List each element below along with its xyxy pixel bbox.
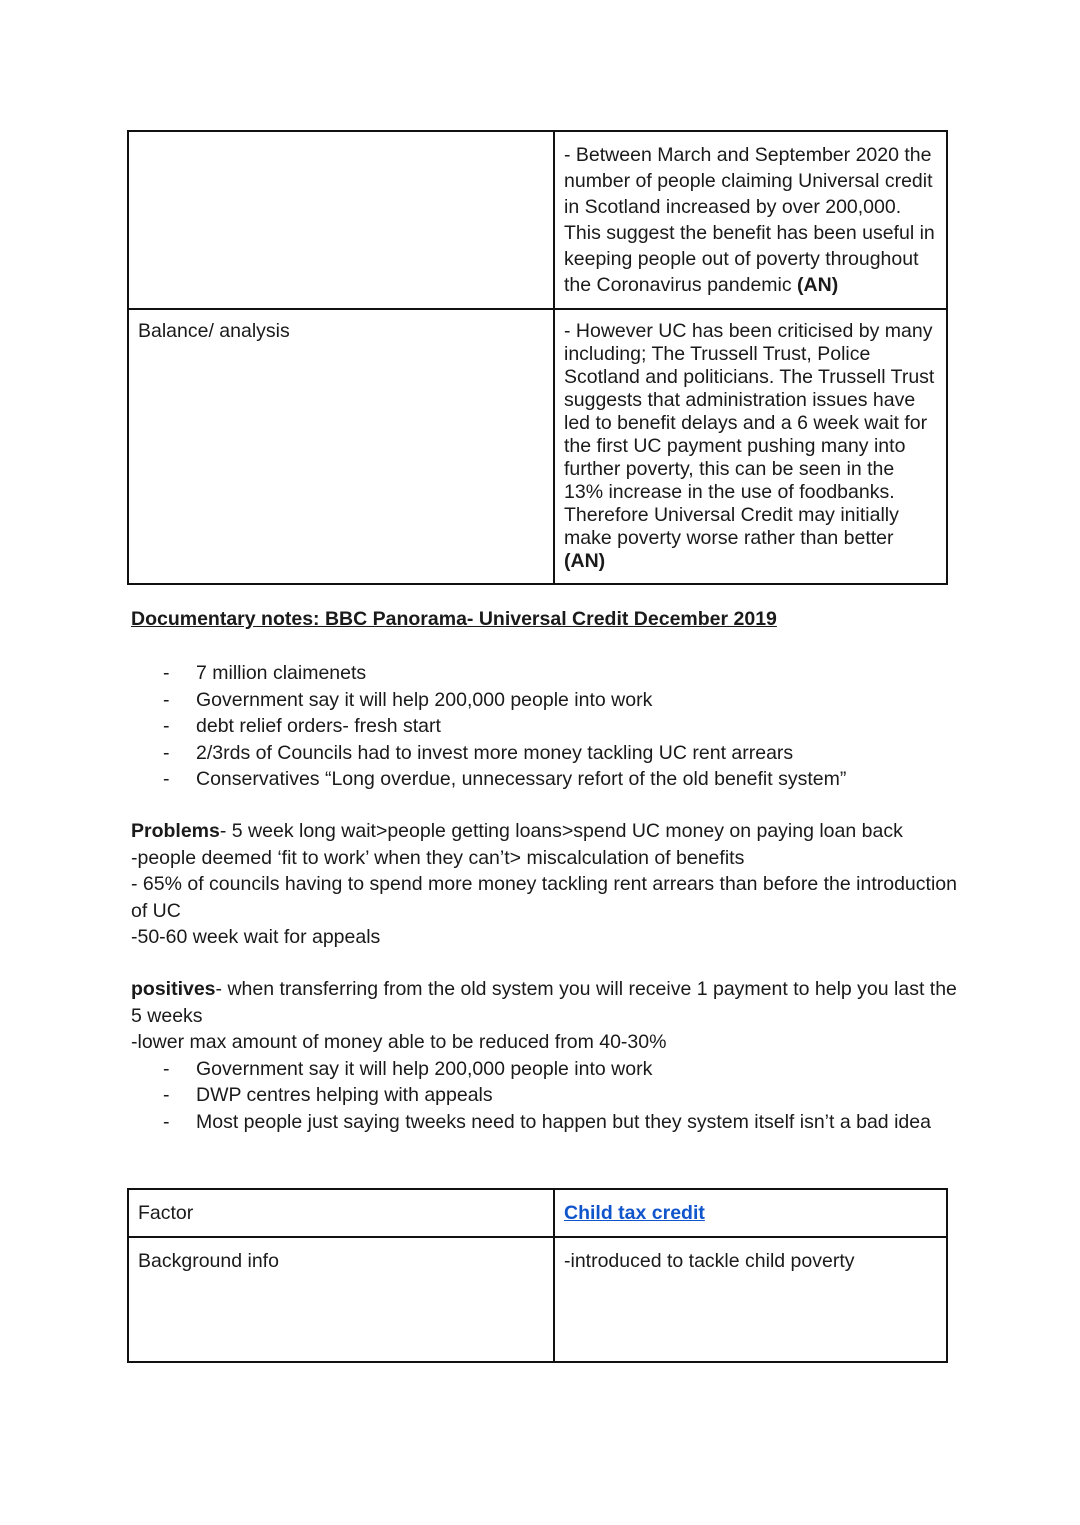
table-cell-text: -introduced to tackle child poverty	[554, 1237, 947, 1362]
table-cell-empty	[128, 131, 554, 309]
list-item: - DWP centres helping with appeals	[131, 1082, 961, 1109]
problems-text: - 5 week long wait>people getting loans>spend UC money on paying loan back	[219, 820, 903, 842]
evidence-text: - Between March and September 2020 the number of people claiming Universal credit in Scotland increased by over 200,000. This suggest the benefit has been useful in keeping people out of poverty throughout the Coronavirus pandemic	[564, 144, 935, 296]
problems-line: -people deemed ‘fit to work’ when they can’t> miscalculation of benefits	[131, 846, 745, 869]
list-item: - 7 million claimenets	[131, 660, 846, 687]
positives-line: -lower max amount of money able to be reduced from 40-30%	[131, 1031, 667, 1053]
list-item: - 2/3rds of Councils had to invest more money tackling UC rent arrears	[131, 740, 846, 767]
table-cell-balance	[554, 309, 947, 584]
positives-label: positives	[131, 978, 216, 1000]
balance-text: - However UC has been criticised by many including; The Trussell Trust, Police Scotland and politicians. The Trussell Trust suggests that administration issues have led to benefit delays and a 6 week wait for the first UC payment pushing many into further poverty, this can be seen in the 13% increase in the use of foodbanks. Therefore Universal Credit may initially make poverty worse rather than better	[564, 320, 935, 549]
analysis-table	[127, 130, 948, 585]
child-tax-credit-link[interactable]: Child tax credit	[564, 1202, 705, 1224]
table-cell-label: Balance/ analysis	[128, 309, 554, 584]
problems-line	[131, 818, 961, 845]
documentary-heading: Documentary notes: BBC Panorama- Universal Credit December 2019	[131, 608, 777, 630]
documentary-list	[131, 660, 846, 793]
table-row	[128, 309, 947, 584]
positives-line	[131, 976, 961, 1029]
list-item: - Conservatives “Long overdue, unnecessary refort of the old benefit system”	[131, 766, 846, 793]
table-row	[128, 131, 947, 309]
problems-label: Problems	[131, 820, 220, 842]
problems-line: - 65% of councils having to spend more money tackling rent arrears than before the introduction of UC	[131, 873, 957, 922]
table-cell-label: Factor	[128, 1189, 554, 1237]
positives-text: - when transferring from the old system you will receive 1 payment to help you last the 5 weeks	[131, 978, 957, 1027]
list-item: - Government say it will help 200,000 people into work	[131, 1056, 961, 1083]
positives-list	[131, 1056, 961, 1136]
table-cell-label: Background info	[128, 1237, 554, 1362]
problems-section	[131, 818, 961, 951]
factor-table	[127, 1188, 948, 1363]
table-cell-evidence	[554, 131, 947, 309]
table-cell-link	[554, 1189, 947, 1237]
table-row	[128, 1237, 947, 1362]
problems-line: -50-60 week wait for appeals	[131, 926, 381, 948]
table-row	[128, 1189, 947, 1237]
analysis-tag: (AN)	[564, 550, 606, 572]
list-item: - debt relief orders- fresh start	[131, 713, 846, 740]
positives-section	[131, 976, 961, 1135]
list-item: - Government say it will help 200,000 people into work	[131, 687, 846, 714]
analysis-tag: (AN)	[797, 274, 839, 296]
list-item: - Most people just saying tweeks need to happen but they system itself isn’t a bad idea	[131, 1109, 961, 1136]
